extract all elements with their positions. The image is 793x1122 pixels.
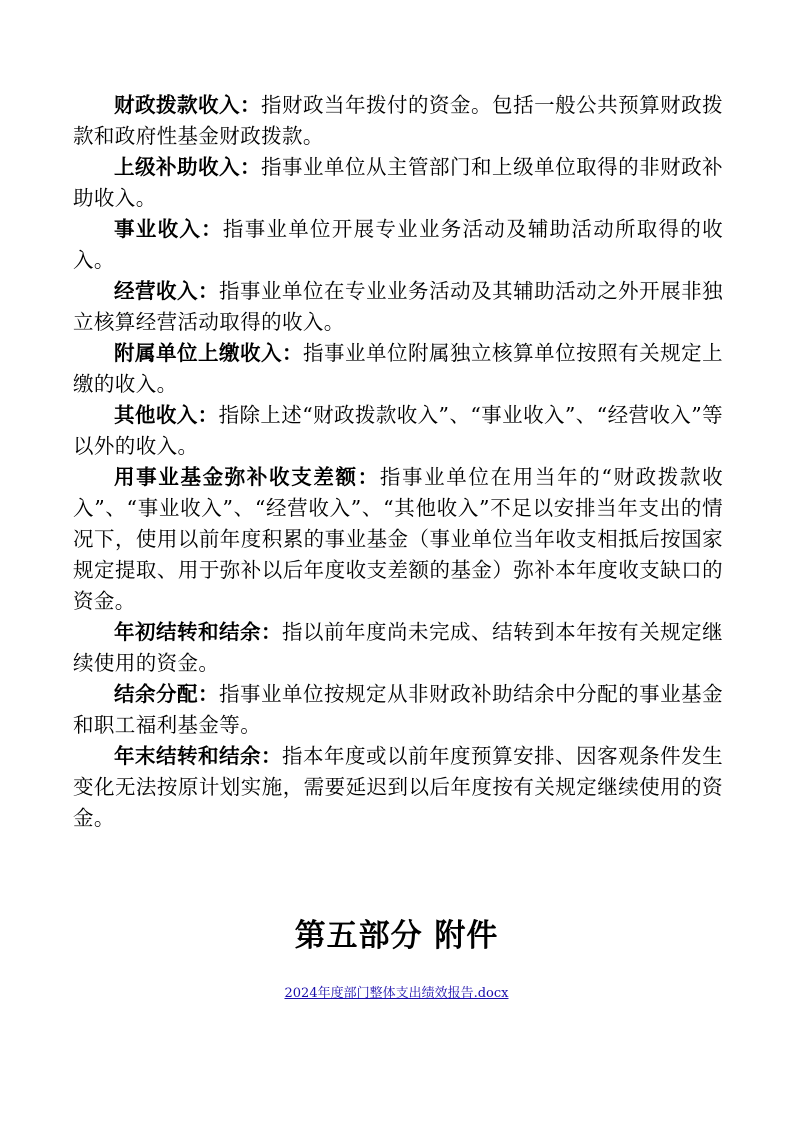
definition-term: 结余分配： [114, 682, 220, 706]
definition-paragraph [73, 338, 723, 400]
attachment-row [0, 982, 793, 1001]
definition-term: 其他收入： [114, 403, 219, 427]
definition-paragraph [73, 462, 723, 617]
definition-text: 指本年度或以前年度预算安排、因客观条件发生变化无法按原计划实施，需要延迟到以后年度按有关规定继续使用的资金。 [73, 744, 723, 830]
definition-paragraph [73, 679, 723, 741]
definition-term: 年末结转和结余： [114, 744, 283, 768]
definition-text: 指事业单位附属独立核算单位按照有关规定上缴的收入。 [73, 341, 723, 396]
definition-paragraph [73, 400, 723, 462]
definition-term: 经营收入： [114, 279, 220, 303]
definition-term: 事业收入： [114, 217, 223, 241]
definition-text: 指财政当年拨付的资金。包括一般公共预算财政拨款和政府性基金财政拨款。 [73, 93, 723, 148]
definition-term: 附属单位上缴收入： [114, 341, 304, 365]
definition-text: 指以前年度尚未完成、结转到本年按有关规定继续使用的资金。 [73, 620, 723, 675]
definition-paragraph [73, 152, 723, 214]
definition-term: 财政拨款收入： [114, 93, 262, 117]
definition-paragraph [73, 276, 723, 338]
attachment-link[interactable]: 2024年度部门整体支出绩效报告.docx [284, 986, 509, 1001]
definition-term: 年初结转和结余： [114, 620, 283, 644]
definition-text: 指事业单位在专业业务活动及其辅助活动之外开展非独立核算经营活动取得的收入。 [73, 279, 724, 334]
definition-text: 指除上述“财政拨款收入”、“事业收入”、“经营收入”等以外的收入。 [73, 403, 724, 458]
definition-paragraph [73, 214, 723, 276]
definition-text: 指事业单位从主管部门和上级单位取得的非财政补助收入。 [73, 155, 723, 210]
definitions-section [73, 90, 723, 834]
section-title: 第五部分 附件 [294, 918, 499, 954]
definition-term: 上级补助收入： [114, 155, 262, 179]
definition-paragraph [73, 617, 723, 679]
definition-term: 用事业基金弥补收支差额： [114, 465, 380, 489]
definition-paragraph [73, 90, 723, 152]
definition-text: 指事业单位在用当年的“财政拨款收入”、“事业收入”、“经营收入”、“其他收入”不足以安排当年支出的情况下，使用以前年度积累的事业基金（事业单位当年收支相抵后按国家规定提取、用于弥补以后年度收支差额的基金）弥补本年度收支缺口的资金。 [73, 465, 723, 613]
definition-text: 指事业单位开展专业业务活动及辅助活动所取得的收入。 [73, 217, 724, 272]
definition-paragraph [73, 741, 723, 834]
definition-text: 指事业单位按规定从非财政补助结余中分配的事业基金和职工福利基金等。 [73, 682, 724, 737]
